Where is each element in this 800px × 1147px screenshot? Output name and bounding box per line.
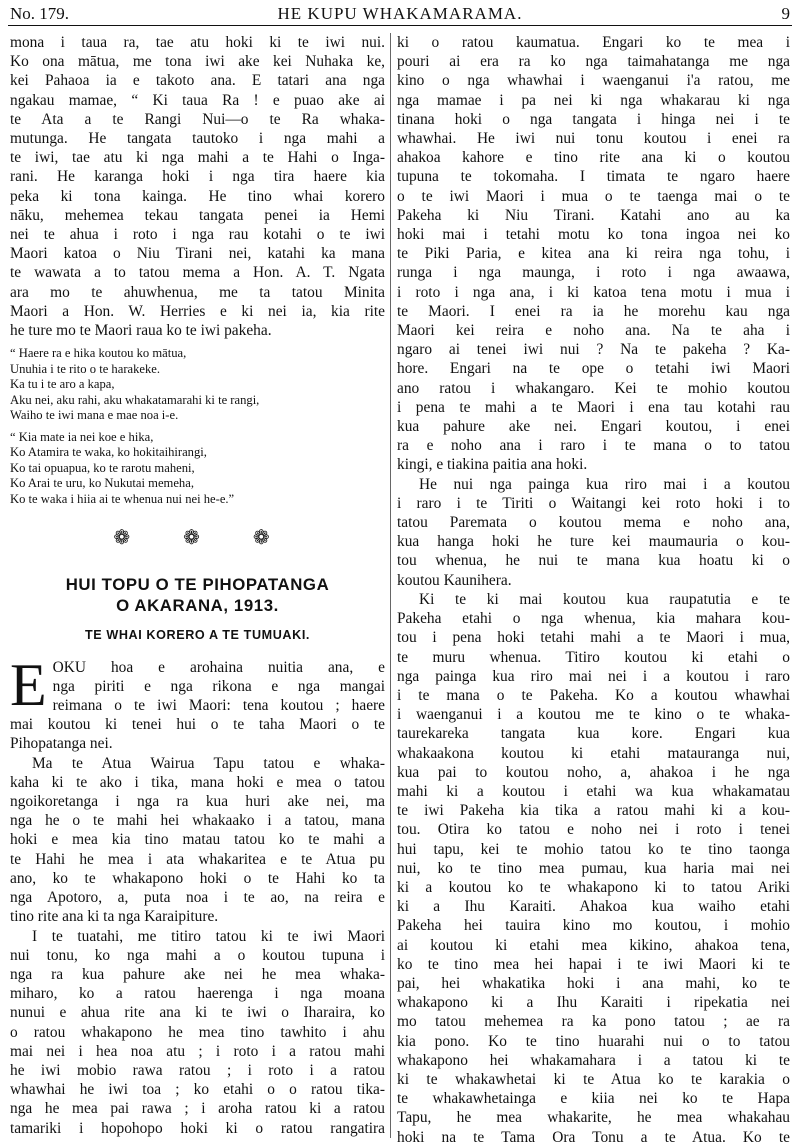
text-line: i waenganui i a koutou me te kino o te whaka-: [397, 706, 790, 724]
text-line: te muru whenua. Titiro koutou ki etahi o: [397, 648, 790, 666]
text-line: mona i taua ra, tae atu hoki ki te iwi nui.: [10, 34, 385, 51]
text-line: Pakeha etahi o nga whenua, kia mahara kou-: [397, 610, 790, 628]
text-line: Pihopatanga nei.: [10, 735, 113, 753]
text-line: Ma te Atua Wairua Tapu tatou e whaka-: [32, 754, 385, 772]
text-line: kua pai to koutou noho, a, ahakoa i he nga: [397, 763, 790, 781]
text-line: Ko tai opuapua, ko te rarotu maheni,: [10, 460, 195, 475]
text-line: hoki na te Tama Ora Tonu a te Atua. Ko te: [397, 1128, 790, 1146]
text-line: ano, ko te whakapono hoki o te Hahi ko ta: [10, 869, 385, 887]
text-line: kua hanga hoki he ture kei maumauria o kou-: [397, 533, 790, 551]
text-line: ngakau mamae, “ Ki taua Ra ! e puao ake ai: [10, 91, 385, 109]
text-line: whakapono hei whakamahara i a tatou ki te: [397, 1051, 790, 1069]
text-line: runga i nga maunga, i roto i nga awaawa,: [397, 264, 790, 282]
text-line: tupuna te tokomaha. I timata te ngaro haere: [397, 168, 790, 186]
running-title: HE KUPU WHAKAMARAMA.: [277, 4, 523, 23]
text-line: hoki mai i tetahi motu ko tona ingoa nei ko: [397, 226, 790, 244]
text-line: nga he mea pai rawa ; i aroha ratou ki a ratou: [10, 1100, 385, 1118]
text-line: whawhai. He iwi nui tonu koutou i enei ra: [397, 130, 790, 148]
text-line: Ka tu i te aro a kapa,: [10, 377, 115, 392]
page-number: 9: [781, 4, 790, 23]
text-line: Ko ona mātua, me tona iwi ake kei Nuhaka ke,: [10, 53, 385, 71]
text-line: Ki te ki mai koutou kua raupatutia e te: [419, 590, 790, 608]
text-line: ahakoa kahore e tino rite ana ki o koutou: [397, 149, 790, 167]
text-line: ai koutou ki etahi mea kikino, ahakoa tena,: [397, 936, 790, 954]
text-line: mahi ki a koutou i etahi wa kua whakamatau: [397, 782, 790, 800]
text-line: kei Pahaoa ia e takoto ana. E tatari ana nga: [10, 72, 385, 90]
header-rule: [8, 25, 792, 26]
text-line: tinana hoki o nga tangata i hinga nei i te: [397, 110, 790, 128]
text-line: i pena te mahi a te Maori i ena tau kotahi rau: [397, 398, 790, 416]
intro-text: [10, 651, 385, 754]
paragraph-atua: [10, 754, 385, 927]
text-line: I te tuatahi, me titiro tatou ki te iwi Maori: [32, 927, 385, 945]
text-line: ngoikoretanga i nga ra kua huri ake nei, ma: [10, 793, 385, 811]
text-line: o ratou whakapono he mea tino tawhito i ahu: [10, 1023, 385, 1041]
page-header: [10, 2, 790, 26]
text-line: nga painga kua riro mai nei i a koutou i raro: [397, 667, 790, 685]
text-line: “ Haere ra e hika koutou ko mātua,: [10, 346, 187, 361]
text-line: ki a koutou ko te whakapono ki to tatou Ariki: [397, 878, 790, 896]
text-line: i raro i te Tiriti o Waitangi kei roto hoki i to: [397, 494, 790, 512]
article-heading-line-2: O AKARANA, 1913.: [116, 596, 279, 616]
text-line: nei te ahua i roto i nga rau kotahi o te iwi: [10, 226, 385, 244]
text-line: ara mo te ahuwhenua, me ta tatou Minita: [10, 283, 385, 301]
left-column: [10, 33, 385, 1138]
text-line: nga piriti e nga rikona e nga mangai: [52, 677, 385, 695]
text-line: Aku nei, aku rahi, aku whakatamarahi ki te rangi,: [10, 392, 260, 407]
text-line: mutunga. He tangata tautoko i nga mahi a: [10, 130, 385, 148]
text-line: Tapu, he mea whakarite, he mea whakahau: [397, 1109, 790, 1127]
obituary-paragraph: [10, 33, 385, 340]
text-line: nga ra kua pahure ake nei he mea whaka-: [10, 965, 385, 983]
text-line: o te iwi Maori i mua o te taenga mai o te: [397, 187, 790, 205]
text-line: te wawata a to tatou mema a Hon. A. T. Ngata: [10, 264, 385, 282]
text-line: Ko te waka i hiia ai te whenua nui nei he-e.”: [10, 491, 235, 506]
text-line: kua pahure ake nei. Engari koutou, i enei: [397, 418, 790, 436]
text-line: pouri ai era ra ko nga taimahatanga me nga: [397, 53, 790, 71]
text-line: ki a Ihu Karaiti. Ahakoa kua waiho etahi: [397, 898, 790, 916]
right-column: [397, 33, 790, 1147]
text-line: kino o nga whawhai i waenganui i'a ratou, me: [397, 72, 790, 90]
text-line: koutou Kaunihera.: [397, 571, 512, 589]
text-line: ki o ratou kaumatua. Engari ko te mea i: [397, 34, 790, 51]
text-line: hore. Engari na te ope o tetahi iwi Maori: [397, 360, 790, 378]
text-line: ki te whakawhetai ki te Atua ko te karakia o: [397, 1070, 790, 1088]
text-line: tatou Paremata o koutou mema e noho ana,: [397, 514, 790, 532]
paragraph-kite: [397, 590, 790, 1147]
text-line: te Ata a te Rangi Nui—o te Ra whaka-: [10, 110, 385, 128]
paragraph-painga: [397, 475, 790, 590]
drop-cap: E: [10, 651, 47, 718]
text-line: Maori a Hon. W. Herries e ki nei ia, kia rite: [10, 302, 385, 320]
text-line: reimana o te iwi Maori: tena koutou ; haere: [52, 697, 385, 715]
text-line: “ Kia mate ia nei koe e hika,: [10, 429, 154, 444]
text-line: he iwi mobio rawa ratou ; i roto i a ratou: [10, 1061, 385, 1079]
text-line: Unuhia i te rito o te harakeke.: [10, 361, 161, 376]
text-line: tou. Otira ko tatou e noho nei i roto i tenei: [397, 821, 790, 839]
text-line: Maori katoa o Niu Tirani nei, katahi ka mana: [10, 245, 385, 263]
text-line: te whakawhetainga e kiia nei ko te Hapa: [397, 1090, 790, 1108]
text-line: ngaro ai tenei iwi nui ? Na te pakeha ? Ka-: [397, 341, 790, 359]
text-line: hoki e mea kia tino matau tatou ko te mahi a: [10, 831, 385, 849]
column-divider: [390, 33, 391, 1138]
text-line: Maori kei reira e noho ana. Na te aha i: [397, 322, 790, 340]
text-line: ano ratou i whakangaro. Kei te mohio koutou: [397, 379, 790, 397]
text-line: rani. He karanga hoki i nga tira haere kia: [10, 168, 385, 186]
text-line: kaha ki te ako i tika, mana hoki e mea o tatou: [10, 773, 385, 791]
text-line: he ture mo te Maori raua ko te iwi pakeha.: [10, 322, 272, 340]
text-line: He nui nga painga kua riro mai i a koutou: [419, 475, 790, 493]
text-line: nga mamae i pa nei ki nga whakarau ki nga: [397, 91, 790, 109]
text-line: OKU hoa e arohaina nuitia ana, e: [52, 658, 385, 676]
lament-verse-1: [10, 346, 385, 424]
paragraph-tuatahi: [10, 927, 385, 1138]
text-line: te Piki Paria, e kitea ana ki reira nga tohu, i: [397, 245, 790, 263]
text-line: te Hahi he mea i ata whakaritea e te Atua pu: [10, 850, 385, 868]
text-line: kingi, e tiakina paitia ana hoki.: [397, 456, 588, 474]
text-line: whawhai he iwi toa ; ko etahi o o ratou tika-: [10, 1081, 385, 1099]
text-line: te Maori. I enei ra ia he morehu kau nga: [397, 302, 790, 320]
text-line: nui tonu, ko nga mahi a o koutou tupuna i: [10, 946, 385, 964]
text-line: nga he o te mahi hei whakaako i a tatou, mana: [10, 812, 385, 830]
text-line: Ko Arai te uru, ko Nukutai memeha,: [10, 476, 194, 491]
text-line: tou whenua, he nui te mana kua hoatu ki o: [397, 552, 790, 570]
text-line: nunui e ahua rite ana ki te iwi o Iharaira, ko: [10, 1004, 385, 1022]
text-line: i roto i nga ana, i ki katoa tena motu i mua i: [397, 283, 790, 301]
text-line: ra e noho ana i raro i te mana o to tatou: [397, 437, 790, 455]
text-line: tino rite ana ki ta nga Karaipiture.: [10, 908, 219, 926]
text-line: mai koutou ki tenei hui o te taha Maori o te: [10, 716, 385, 734]
text-line: mai nei i hea noa atu ; i roto i a ratou mahi: [10, 1042, 385, 1060]
text-line: Pakeha ki Niu Tirani. Katahi ano au ka: [397, 206, 790, 224]
article-subheading: TE WHAI KORERO A TE TUMUAKI.: [84, 628, 311, 643]
text-line: te iwi Pakeha kia tika a ratou mahi ki a kou-: [397, 802, 790, 820]
text-line: Ko Atamira te waka, ko hokitaihirangi,: [10, 445, 207, 460]
issue-number: No. 179.: [10, 4, 70, 23]
text-line: pai, hei whakatika hoki i ana mahi, ko te: [397, 974, 790, 992]
intro-paragraph: [10, 651, 385, 754]
text-line: mo tatou mehemea ra ka pono tatou ; ae ra: [397, 1013, 790, 1031]
text-line: taurekareka tangata kua kore. Engari kua: [397, 725, 790, 743]
text-line: ko te tino mea hei hapai i te iwi Maori ki te: [397, 955, 790, 973]
text-line: nga Apotoro, a, puta noa i te ao, na reira e: [10, 889, 385, 907]
text-line: Pakeha hei tauira kino mo koutou, i mohio: [397, 917, 790, 935]
text-line: tamariki i hopohopo hoki ki o ratou rangatira: [10, 1119, 385, 1137]
lament-verse-2: [10, 430, 385, 508]
text-line: kia pono. Ko te tino huarahi nui o to tatou: [397, 1032, 790, 1050]
text-line: peka ki tona kainga. He tino whai korero: [10, 187, 385, 205]
text-line: te iwi, tae atu ki nga mahi a te Hahi o Inga-: [10, 149, 385, 167]
text-line: whakapono ki a Ihu Karaiti i ripekatia nei: [397, 994, 790, 1012]
text-line: nāku, mehemea tekau tangata penei ia Hemi: [10, 206, 385, 224]
text-line: nui, ko te tino mea pumau, kua haria mai nei: [397, 859, 790, 877]
article-heading-line-1: HUI TOPU O TE PIHOPATANGA: [65, 575, 330, 595]
flower-ornament: ❁ ❁ ❁: [113, 527, 294, 550]
text-line: tou i pena hoki tetahi mahi a te Maori i mua,: [397, 629, 790, 647]
text-line: miharo, ko a ratou haerenga i nga moana: [10, 985, 385, 1003]
text-line: i te mana o te Pakeha. Ko a koutou whawhai: [397, 686, 790, 704]
text-line: hui tapu, kei te mohio tatou ko te tino taonga: [397, 840, 790, 858]
text-line: whakaakona koutou ki etahi matauranga nui,: [397, 744, 790, 762]
paragraph-continued: [397, 33, 790, 475]
text-line: Waiho te iwi mana e mae noa i-e.: [10, 408, 179, 423]
